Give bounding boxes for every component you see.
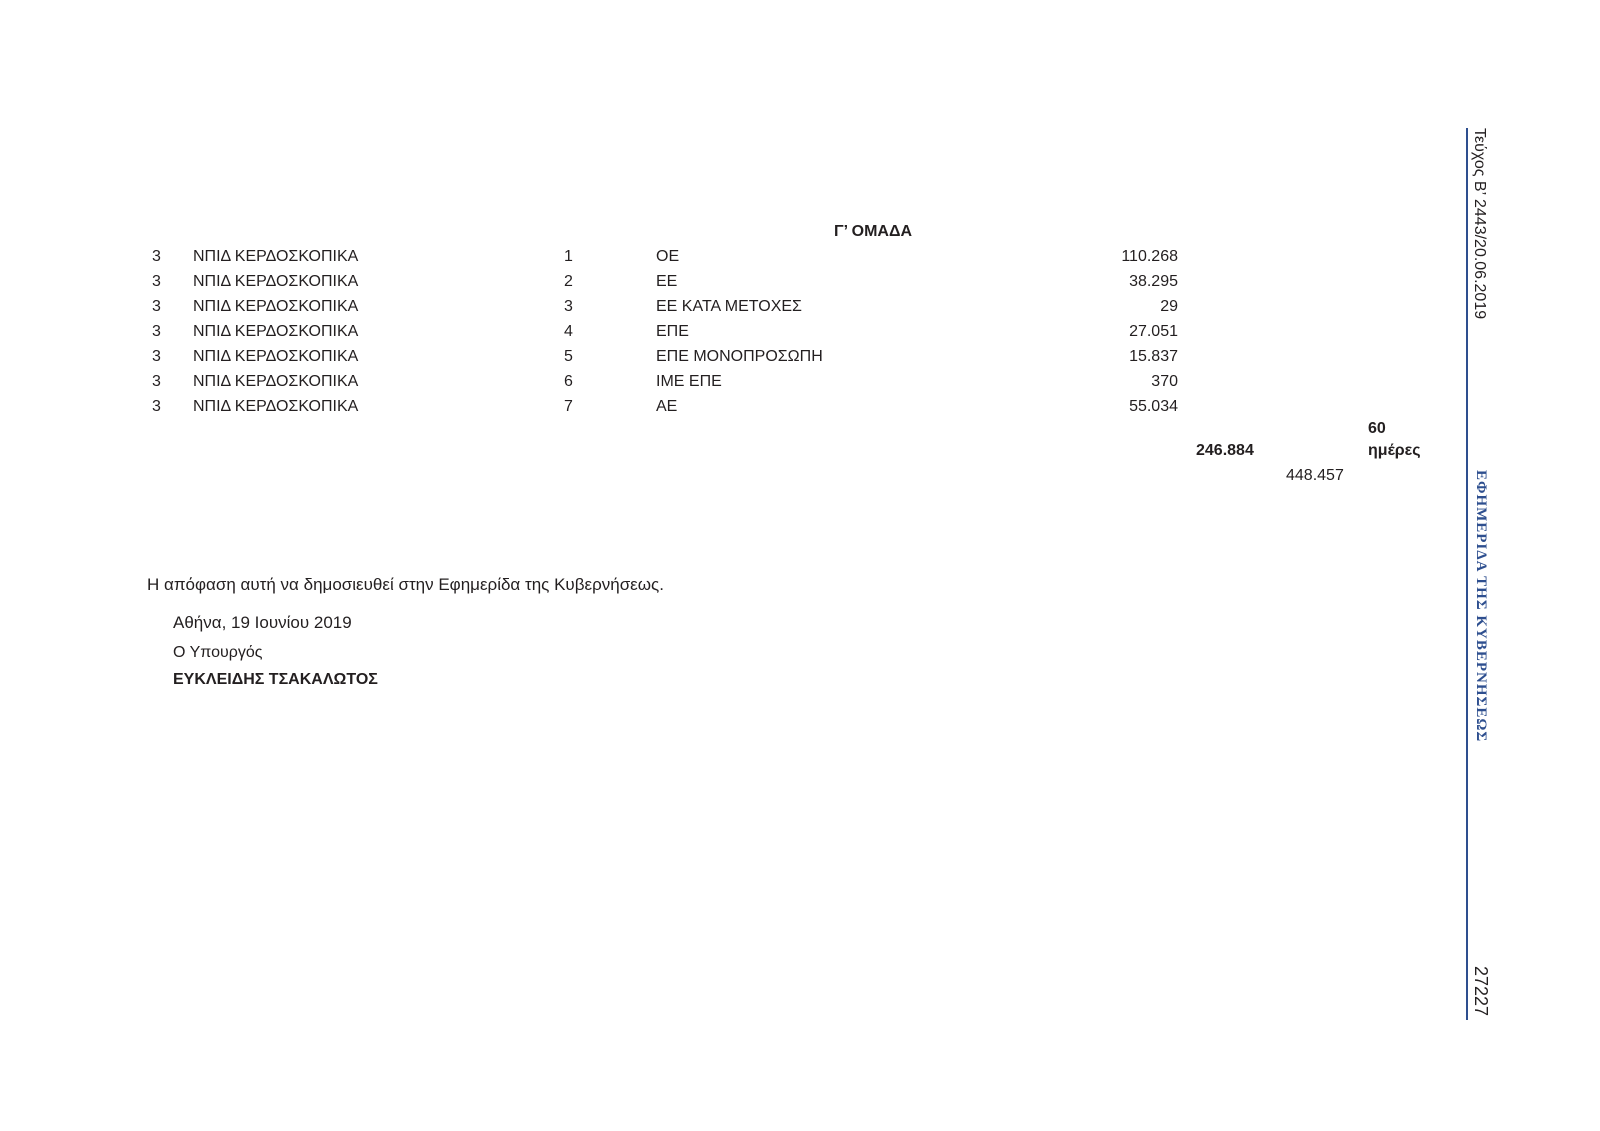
value-cell: 27.051 <box>1129 323 1178 340</box>
publication-note: Η απόφαση αυτή να δημοσιευθεί στην Εφημερίδα της Κυβερνήσεως. <box>147 575 664 594</box>
group-heading: Γ’ ΟΜΑΔΑ <box>834 223 913 240</box>
code-cell: 4 <box>564 323 573 340</box>
table-row <box>0 397 1600 417</box>
form-cell: ΕΠΕ <box>656 323 689 340</box>
table-row <box>0 347 1600 367</box>
form-cell: ΑΕ <box>656 398 678 415</box>
deadline-unit: ημέρες <box>1368 442 1421 459</box>
value-cell: 370 <box>1151 373 1178 390</box>
form-cell: ΕΕ ΚΑΤΑ ΜΕΤΟΧΕΣ <box>656 298 802 315</box>
type-cell: ΝΠΙΔ ΚΕΡΔΟΣΚΟΠΙΚΑ <box>193 248 359 265</box>
type-cell: ΝΠΙΔ ΚΕΡΔΟΣΚΟΠΙΚΑ <box>193 348 359 365</box>
grand-total: 448.457 <box>1286 467 1344 484</box>
gazette-name: ΕΦΗΜΕΡΙΔΑ ΤΗΣ ΚΥΒΕΡΝΗΣΕΩΣ <box>1473 470 1489 743</box>
margin-rule <box>1466 128 1468 1020</box>
table-row <box>0 297 1600 317</box>
group-cell: 3 <box>152 323 161 340</box>
type-cell: ΝΠΙΔ ΚΕΡΔΟΣΚΟΠΙΚΑ <box>193 273 359 290</box>
page-number: 27227 <box>1471 966 1491 1017</box>
form-cell: ΟΕ <box>656 248 680 265</box>
value-cell: 38.295 <box>1129 273 1178 290</box>
code-cell: 7 <box>564 398 573 415</box>
value-cell: 29 <box>1160 298 1178 315</box>
code-cell: 5 <box>564 348 573 365</box>
signer-title: Ο Υπουργός <box>173 644 263 661</box>
group-total: 246.884 <box>1196 442 1254 459</box>
table-row <box>0 247 1600 267</box>
signer-name: ΕΥΚΛΕΙΔΗΣ ΤΣΑΚΑΛΩΤΟΣ <box>173 671 378 688</box>
table-row <box>0 272 1600 292</box>
group-cell: 3 <box>152 398 161 415</box>
value-cell: 110.268 <box>1121 248 1178 265</box>
group-cell: 3 <box>152 298 161 315</box>
table-row <box>0 322 1600 342</box>
form-cell: ΕΕ <box>656 273 678 290</box>
code-cell: 2 <box>564 273 573 290</box>
group-cell: 3 <box>152 248 161 265</box>
form-cell: ΕΠΕ ΜΟΝΟΠΡΟΣΩΠΗ <box>656 348 823 365</box>
table-row <box>0 372 1600 392</box>
group-cell: 3 <box>152 373 161 390</box>
type-cell: ΝΠΙΔ ΚΕΡΔΟΣΚΟΠΙΚΑ <box>193 298 359 315</box>
type-cell: ΝΠΙΔ ΚΕΡΔΟΣΚΟΠΙΚΑ <box>193 398 359 415</box>
form-cell: ΙΜΕ ΕΠΕ <box>656 373 722 390</box>
code-cell: 1 <box>564 248 573 265</box>
value-cell: 15.837 <box>1129 348 1178 365</box>
code-cell: 6 <box>564 373 573 390</box>
issue-reference: Τεύχος Β’ 2443/20.06.2019 <box>1471 128 1488 320</box>
group-cell: 3 <box>152 273 161 290</box>
group-cell: 3 <box>152 348 161 365</box>
place-date: Αθήνα, 19 Ιουνίου 2019 <box>173 613 352 632</box>
type-cell: ΝΠΙΔ ΚΕΡΔΟΣΚΟΠΙΚΑ <box>193 323 359 340</box>
value-cell: 55.034 <box>1129 398 1178 415</box>
code-cell: 3 <box>564 298 573 315</box>
deadline-days: 60 <box>1368 420 1386 437</box>
type-cell: ΝΠΙΔ ΚΕΡΔΟΣΚΟΠΙΚΑ <box>193 373 359 390</box>
